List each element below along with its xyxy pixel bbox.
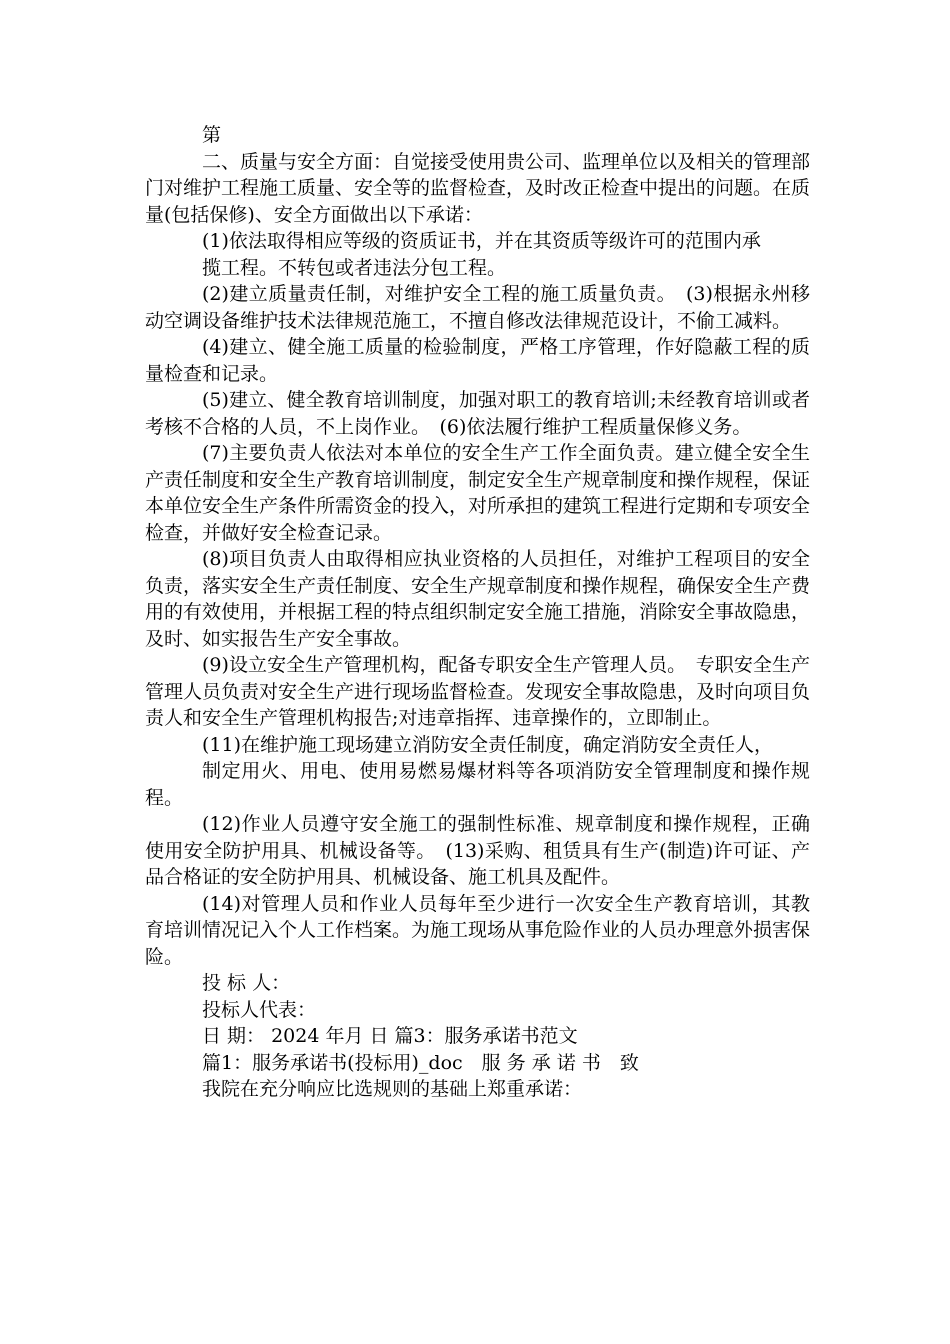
paragraph-item-11-continued: 制定用火、用电、使用易燃易爆材料等各项消防安全管理制度和操作规程。	[145, 760, 810, 809]
bidder-representative-line: 投标人代表：	[202, 998, 317, 1021]
paragraph-item-7: (7)主要负责人依法对本单位的安全生产工作全面负责。建立健全安全生产责任制度和安全生产教育培训制度，制定安全生产规章制度和操作规程，保证本单位安全生产条件所需资金的投入，对所承担的建筑工程进行定期和专项安全检查，并做好安全检查记录。	[145, 442, 811, 544]
paragraph-item-14: (14)对管理人员和作业人员每年至少进行一次安全生产教育培训，其教育培训情况记入个人工作档案。为施工现场从事危险作业的人员办理意外损害保险。	[145, 892, 811, 968]
bidder-line: 投 标 人：	[202, 972, 291, 994]
paragraph-item-1-continued: 揽工程。不转包或者违法分包工程。	[202, 256, 507, 279]
service-commitment-heading-line: 篇1：服务承诺书(投标用)_doc 服 务 承 诺 书 致	[202, 1051, 639, 1074]
paragraph-item-8: (8)项目负责人由取得相应执业资格的人员担任，对维护工程项目的安全负责，落实安全生产责任制度、安全生产规章制度和操作规程，确保安全生产费用的有效使用，并根据工程的特点组织制定安全施工措施，消除安全事故隐患，及时、如实报告生产安全事故。	[145, 548, 811, 650]
paragraph-item-11: (11)在维护施工现场建立消防安全责任制度，确定消防安全责任人，	[202, 733, 774, 756]
page-heading-fragment: 第	[202, 124, 222, 146]
paragraph-item-2-3: (2)建立质量责任制，对维护安全工程的施工质量负责。 (3)根据永州移动空调设备维护技术法律规范施工，不擅自修改法律规范设计，不偷工减料。	[145, 283, 810, 332]
paragraph-quality-safety-intro: 二、质量与安全方面：自觉接受使用贵公司、监理单位以及相关的管理部门对维护工程施工质量、安全等的监督检查，及时改正检查中提出的问题。在质量(包括保修)、安全方面做出以下承诺：	[145, 150, 811, 226]
paragraph-item-1: (1)依法取得相应等级的资质证书，并在其资质等级许可的范围内承	[202, 230, 761, 252]
commitment-opening-line: 我院在充分响应比选规则的基础上郑重承诺：	[202, 1078, 583, 1100]
document-body	[145, 122, 810, 1103]
paragraph-item-9: (9)设立安全生产管理机构，配备专职安全生产管理人员。 专职安全生产管理人员负责对安全生产进行现场监督检查。发现安全事故隐患，及时向项目负责人和安全生产管理机构报告;对违章指挥、违章操作的，立即制止。	[145, 654, 811, 729]
date-line: 日 期： 2024 年月 日 篇3：服务承诺书范文	[202, 1025, 578, 1047]
paragraph-item-12-13: (12)作业人员遵守安全施工的强制性标准、规章制度和操作规程，正确使用安全防护用具、机械设备等。 (13)采购、租赁具有生产(制造)许可证、产品合格证的安全防护用具、机械设备、施工机具及配件。	[145, 813, 810, 888]
paragraph-item-4: (4)建立、健全施工质量的检验制度，严格工序管理，作好隐蔽工程的质量检查和记录。	[145, 336, 810, 385]
paragraph-item-5-6: (5)建立、健全教育培训制度，加强对职工的教育培训;未经教育培训或者考核不合格的人员，不上岗作业。 (6)依法履行维护工程质量保修义务。	[145, 389, 810, 438]
